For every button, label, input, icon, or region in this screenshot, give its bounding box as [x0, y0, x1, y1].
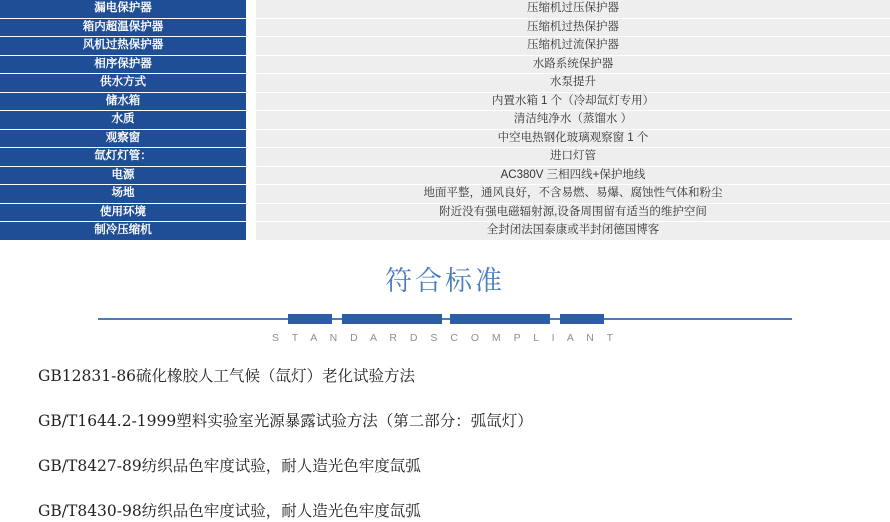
spec-key: 电源 [0, 166, 246, 185]
list-item: GB12831-86硫化橡胶人工气候（氙灯）老化试验方法 [38, 366, 416, 385]
list-item: GB/T8427-89纺织品色牢度试验，耐人造光色牢度氙弧 [38, 456, 421, 475]
spec-gap [246, 222, 256, 241]
spec-value: 压缩机过流保护器 [256, 37, 890, 56]
table-row [0, 111, 890, 130]
spec-gap [246, 203, 256, 222]
spec-value: 清洁纯净水（蒸馏水 ） [256, 111, 890, 130]
table-row [0, 92, 890, 111]
spec-gap [246, 18, 256, 37]
table-row [0, 74, 890, 93]
spec-gap [246, 129, 256, 148]
table-row [0, 129, 890, 148]
spec-gap [246, 74, 256, 93]
spec-gap [246, 185, 256, 204]
spec-gap [246, 0, 256, 18]
spec-value: AC380V 三相四线+保护地线 [256, 166, 890, 185]
spec-key: 漏电保护器 [0, 0, 246, 18]
divider-block [450, 314, 550, 324]
spec-key: 储水箱 [0, 92, 246, 111]
spec-gap [246, 111, 256, 130]
spec-key: 氙灯灯管： [0, 148, 246, 167]
spec-gap [246, 166, 256, 185]
spec-value: 进口灯管 [256, 148, 890, 167]
section-subtitle: S T A N D A R D S C O M P L I A N T [272, 331, 618, 344]
spec-value: 水路系统保护器 [256, 55, 890, 74]
specification-table [0, 0, 890, 241]
spec-key: 使用环境 [0, 203, 246, 222]
standards-list [38, 366, 890, 522]
specification-table-body [0, 0, 890, 240]
spec-key: 风机过热保护器 [0, 37, 246, 56]
divider-block [342, 314, 442, 324]
spec-gap [246, 148, 256, 167]
list-item: GB/T8430-98纺织品色牢度试验，耐人造光色牢度氙弧 [38, 501, 421, 520]
table-row [0, 55, 890, 74]
table-row [0, 203, 890, 222]
divider-block [560, 314, 604, 324]
list-item: GB/T1644.2-1999塑料实验室光源暴露试验方法（第二部分：弧氙灯） [38, 411, 533, 430]
spec-key: 供水方式 [0, 74, 246, 93]
spec-gap [246, 55, 256, 74]
spec-value: 内置水箱 1 个（冷却氙灯专用） [256, 92, 890, 111]
spec-value: 中空电热钢化玻璃观察窗 1 个 [256, 129, 890, 148]
spec-key: 箱内超温保护器 [0, 18, 246, 37]
spec-value: 地面平整，通风良好，不含易燃、易爆、腐蚀性气体和粉尘 [256, 185, 890, 204]
spec-gap [246, 37, 256, 56]
section-title: 符合标准 [385, 265, 505, 297]
table-row [0, 148, 890, 167]
spec-value: 压缩机过热保护器 [256, 18, 890, 37]
spec-key: 场地 [0, 185, 246, 204]
divider-line [98, 318, 792, 320]
spec-key: 相序保护器 [0, 55, 246, 74]
spec-key: 观察窗 [0, 129, 246, 148]
spec-gap [246, 92, 256, 111]
spec-value: 全封闭法国泰康或半封闭德国博客 [256, 222, 890, 241]
table-row [0, 185, 890, 204]
spec-key: 制冷压缩机 [0, 222, 246, 241]
table-row [0, 166, 890, 185]
table-row [0, 222, 890, 241]
section-divider [98, 308, 792, 330]
spec-key: 水质 [0, 111, 246, 130]
standards-section [0, 265, 890, 344]
spec-value: 附近没有强电磁辐射源,设备周围留有适当的维护空间 [256, 203, 890, 222]
spec-value: 压缩机过压保护器 [256, 0, 890, 18]
spec-value: 水泵提升 [256, 74, 890, 93]
divider-block [288, 314, 332, 324]
table-row [0, 18, 890, 37]
table-row [0, 0, 890, 18]
table-row [0, 37, 890, 56]
